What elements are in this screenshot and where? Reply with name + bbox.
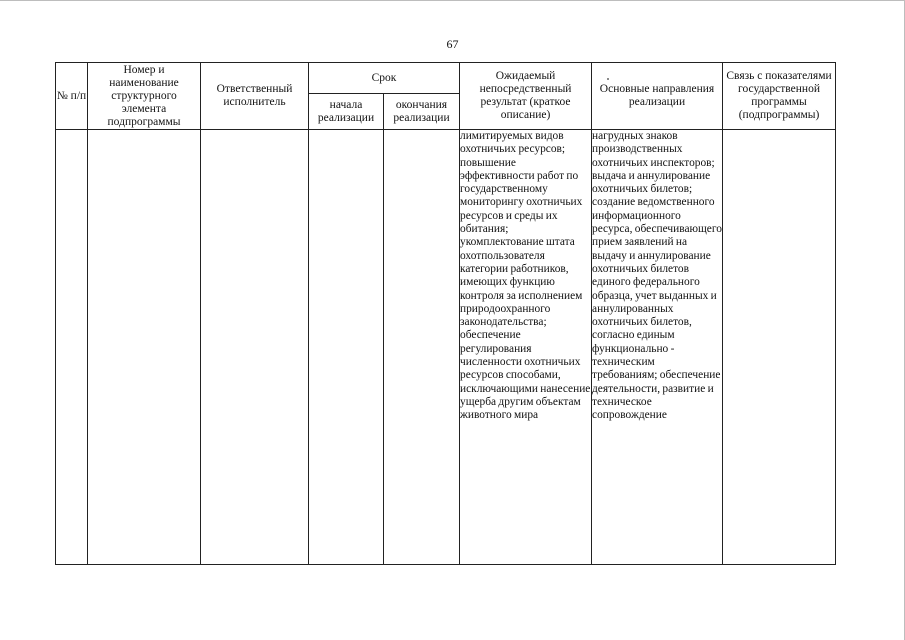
cell-term-end <box>384 130 460 565</box>
header-structural-element: Номер и наименование структурного элемента подпрограммы <box>88 63 201 130</box>
cell-responsible-executor <box>201 130 309 565</box>
header-number: № п/п <box>56 63 88 130</box>
cell-main-directions: нагрудных знаков производственных охотничьих инспекторов; выдача и аннулирование охотничьих билетов; создание ведомственного информационного ресурса, обеспечивающего прием заявлений на выдачу и аннулирование охотничьих билетов единого федерального образца, учет выданных и аннулированных охотничьих билетов, согласно единым функционально - техническим требованиям; обеспечение деятельности, развитие и техническое сопровождение <box>592 130 723 565</box>
header-term-end: окончания реализации <box>384 94 460 130</box>
cell-structural-element <box>88 130 201 565</box>
implementation-plan-table <box>55 62 836 565</box>
header-program-indicators-link: Связь с показателями государственной программы (подпрограммы) <box>723 63 836 130</box>
header-responsible-executor: Ответственный исполнитель <box>201 63 309 130</box>
header-main-directions: Основные направления реализации <box>592 63 723 130</box>
page-number: 67 <box>446 37 459 51</box>
header-expected-result: Ожидаемый непосредственный результат (краткое описание) <box>460 63 592 130</box>
header-term-start: начала реализации <box>309 94 384 130</box>
cell-expected-result: лимитируемых видов охотничьих ресурсов; повышение эффективности работ по государственному мониторингу охотничьих ресурсов и среды их обитания; укомплектование штата охотпользователя категории работников, имеющих функцию контроля за исполнением природоохранного законодательства; обеспечение регулирования численности охотничьих ресурсов способами, исключающими нанесение ущерба другим объектам животного мира <box>460 130 592 565</box>
header-term: Срок <box>309 63 460 94</box>
table-row <box>56 130 836 565</box>
cell-program-indicators-link <box>723 130 836 565</box>
cell-term-start <box>309 130 384 565</box>
scan-top-edge <box>0 0 905 1</box>
cell-number <box>56 130 88 565</box>
